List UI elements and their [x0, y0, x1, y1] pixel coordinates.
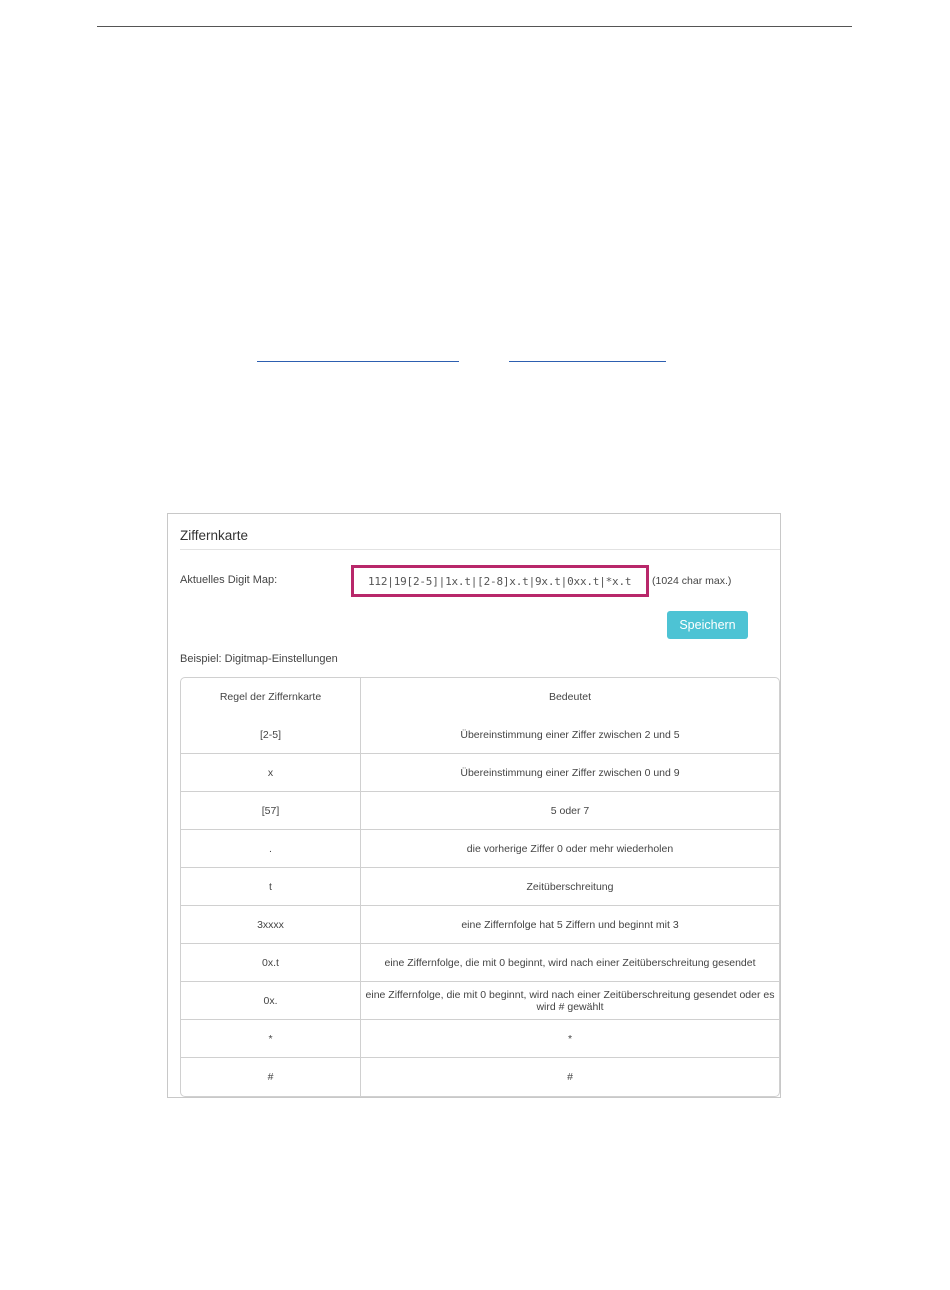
table-header-row — [181, 678, 779, 716]
table-row — [181, 792, 779, 830]
rule-cell: . — [181, 830, 361, 868]
rule-cell: x — [181, 754, 361, 792]
rule-cell: # — [181, 1058, 361, 1096]
meaning-cell: * — [361, 1020, 779, 1058]
rule-cell: [2-5] — [181, 716, 361, 754]
table-row — [181, 906, 779, 944]
header-rule — [97, 26, 852, 27]
meaning-cell: eine Ziffernfolge hat 5 Ziffern und beginnt mit 3 — [361, 906, 779, 944]
example-label: Beispiel: Digitmap-Einstellungen — [180, 653, 338, 665]
save-button[interactable]: Speichern — [667, 611, 748, 639]
digit-map-label: Aktuelles Digit Map: — [180, 574, 278, 586]
digit-map-input[interactable] — [351, 565, 649, 597]
rule-cell: 0x. — [181, 982, 361, 1020]
hyperlink-underline-2[interactable] — [509, 361, 666, 362]
rule-cell: 3xxxx — [181, 906, 361, 944]
table-row — [181, 830, 779, 868]
column-header-meaning: Bedeutet — [548, 691, 592, 703]
meaning-cell: Zeitüberschreitung — [361, 868, 779, 906]
hyperlink-underline-1[interactable] — [257, 361, 459, 362]
meaning-cell: die vorherige Ziffer 0 oder mehr wiederholen — [361, 830, 779, 868]
meaning-cell: # — [567, 1071, 573, 1083]
meaning-cell: eine Ziffernfolge, die mit 0 beginnt, wird nach einer Zeitüberschreitung gesendet oder es wird # gewählt — [361, 982, 779, 1020]
table-row — [181, 868, 779, 906]
column-header-rule: Regel der Ziffernkarte — [181, 678, 361, 716]
rule-cell: 0x.t — [181, 944, 361, 982]
table-row — [181, 982, 779, 1020]
meaning-cell: 5 oder 7 — [361, 792, 779, 830]
meaning-cell: Übereinstimmung einer Ziffer zwischen 0 und 9 — [361, 754, 779, 792]
table-row — [181, 1058, 779, 1096]
table-row — [181, 944, 779, 982]
panel-title: Ziffernkarte — [180, 528, 249, 543]
table-row — [181, 754, 779, 792]
panel-divider — [180, 549, 780, 550]
rule-cell: [57] — [181, 792, 361, 830]
table-row — [181, 716, 779, 754]
rule-cell: t — [181, 868, 361, 906]
digit-map-hint: (1024 char max.) — [652, 575, 732, 587]
rule-cell: * — [181, 1020, 361, 1058]
digitmap-screenshot-panel — [167, 513, 781, 1098]
meaning-cell: Übereinstimmung einer Ziffer zwischen 2 und 5 — [361, 716, 779, 754]
digitmap-rules-table — [180, 677, 780, 1097]
meaning-cell: eine Ziffernfolge, die mit 0 beginnt, wird nach einer Zeitüberschreitung gesendet — [361, 944, 779, 982]
table-row — [181, 1020, 779, 1058]
